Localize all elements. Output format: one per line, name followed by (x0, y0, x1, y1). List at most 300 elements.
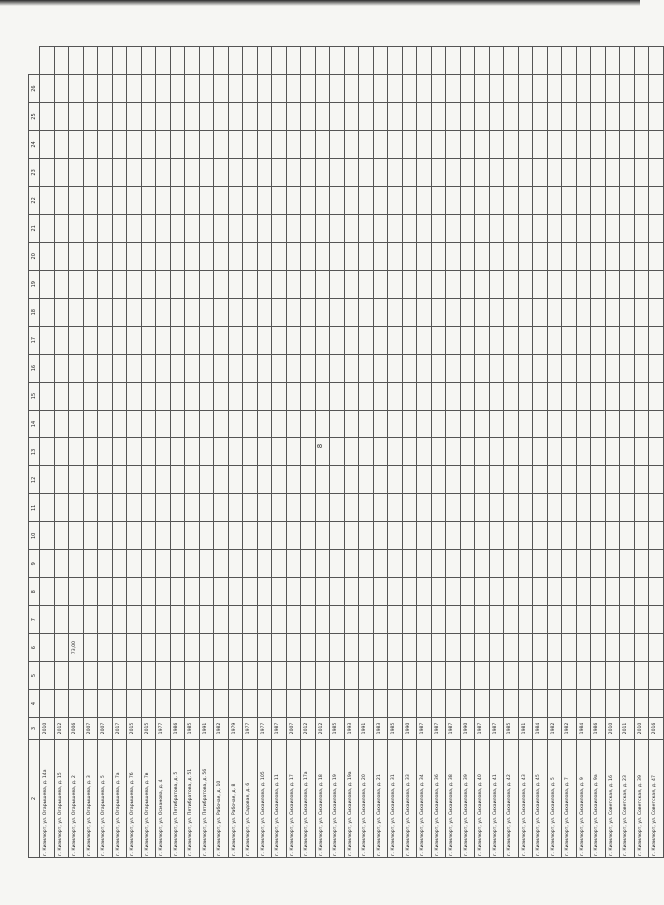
value-cell (504, 298, 519, 326)
value-cell (460, 214, 475, 242)
value-cell (40, 47, 55, 75)
value-cell (489, 550, 504, 578)
value-cell (69, 606, 84, 634)
value-cell (40, 354, 55, 382)
value-cell (562, 382, 577, 410)
value-cell (620, 242, 635, 270)
value-cell (649, 662, 664, 690)
value-cell (286, 466, 301, 494)
value-cell (330, 606, 345, 634)
value-cell (69, 270, 84, 298)
value-cell (98, 522, 113, 550)
value-cell (272, 466, 287, 494)
value-cell (315, 47, 330, 75)
address-cell: г. Кизилюрт, ул. Огарышева, д. 3 (83, 740, 98, 858)
value-cell (634, 47, 649, 75)
value-cell (402, 214, 417, 242)
value-cell (83, 326, 98, 354)
value-cell (359, 158, 374, 186)
value-cell (446, 47, 461, 75)
value-cell (141, 103, 156, 131)
value-cell (98, 438, 113, 466)
value-cell (228, 550, 243, 578)
value-cell (170, 186, 185, 214)
value-cell (257, 662, 272, 690)
value-cell (301, 382, 316, 410)
value-cell (170, 662, 185, 690)
value-cell (330, 634, 345, 662)
value-cell (185, 662, 200, 690)
value-cell (417, 354, 432, 382)
value-cell (518, 326, 533, 354)
value-cell (605, 690, 620, 718)
value-cell (344, 410, 359, 438)
value-cell (301, 522, 316, 550)
value-cell (533, 130, 548, 158)
value-cell: 73,00 (69, 634, 84, 662)
value-cell (562, 186, 577, 214)
value-cell (359, 522, 374, 550)
value-cell (591, 354, 606, 382)
address-cell: г. Кизилюрт, ул. Сихаилова, д. 21 (373, 740, 388, 858)
address-cell: г. Кизилюрт, ул. Огарышева, д. 5 (98, 740, 113, 858)
value-cell (257, 354, 272, 382)
value-cell (301, 214, 316, 242)
value-cell (344, 662, 359, 690)
value-cell (199, 47, 214, 75)
value-cell (518, 690, 533, 718)
value-cell (359, 410, 374, 438)
table-row (373, 47, 388, 858)
value-cell (373, 522, 388, 550)
column-number: 12 (29, 466, 40, 494)
value-cell (112, 410, 127, 438)
value-cell (446, 354, 461, 382)
value-cell (460, 606, 475, 634)
column-number: 17 (29, 326, 40, 354)
value-cell (69, 410, 84, 438)
value-cell (431, 298, 446, 326)
value-cell (228, 130, 243, 158)
value-cell (576, 690, 591, 718)
value-cell (83, 410, 98, 438)
value-cell (533, 550, 548, 578)
value-cell (69, 354, 84, 382)
value-cell (228, 158, 243, 186)
value-cell (286, 103, 301, 131)
value-cell (634, 578, 649, 606)
value-cell (489, 606, 504, 634)
value-cell (417, 662, 432, 690)
value-cell (533, 578, 548, 606)
value-cell (417, 214, 432, 242)
value-cell (605, 186, 620, 214)
value-cell (562, 270, 577, 298)
column-number: 25 (29, 103, 40, 131)
value-cell (141, 354, 156, 382)
table-row (562, 47, 577, 858)
value-cell (475, 550, 490, 578)
value-cell (199, 75, 214, 103)
value-cell (431, 494, 446, 522)
value-cell (402, 103, 417, 131)
value-cell (156, 634, 171, 662)
value-cell (402, 662, 417, 690)
value-cell (286, 47, 301, 75)
value-cell (228, 242, 243, 270)
value-cell (156, 326, 171, 354)
address-cell: г. Кизилюрт, ул. Советская, д. 23 (620, 740, 635, 858)
value-cell (533, 410, 548, 438)
value-cell (446, 662, 461, 690)
value-cell (547, 690, 562, 718)
value-cell (330, 214, 345, 242)
value-cell (228, 382, 243, 410)
value-cell (388, 606, 403, 634)
value-cell (170, 354, 185, 382)
value-cell (359, 578, 374, 606)
value-cell (518, 494, 533, 522)
address-cell: г. Кизилюрт, ул. Сихаилова, д. 45 (533, 740, 548, 858)
value-cell (562, 214, 577, 242)
value-cell (446, 522, 461, 550)
value-cell (243, 214, 258, 242)
value-cell (199, 578, 214, 606)
value-cell (576, 438, 591, 466)
value-cell (83, 242, 98, 270)
value-cell (620, 382, 635, 410)
year-cell: 1987 (417, 718, 432, 740)
value-cell (141, 410, 156, 438)
value-cell (141, 578, 156, 606)
value-cell (330, 522, 345, 550)
address-cell: г. Кизилюрт, ул. Сихаилова, д. 34 (417, 740, 432, 858)
value-cell (475, 606, 490, 634)
value-cell (634, 466, 649, 494)
value-cell (591, 382, 606, 410)
value-cell (40, 410, 55, 438)
value-cell (127, 382, 142, 410)
address-cell: г. Кизилюрт, ул. Советская, д. 16 (605, 740, 620, 858)
value-cell (388, 522, 403, 550)
value-cell (127, 186, 142, 214)
value-cell (547, 186, 562, 214)
year-cell: 1987 (489, 718, 504, 740)
value-cell (83, 103, 98, 131)
value-cell (272, 47, 287, 75)
value-cell (417, 690, 432, 718)
value-cell (286, 382, 301, 410)
year-cell: 1991 (199, 718, 214, 740)
value-cell (112, 298, 127, 326)
value-cell (301, 662, 316, 690)
value-cell (40, 690, 55, 718)
value-cell (272, 298, 287, 326)
value-cell (214, 690, 229, 718)
value-cell (649, 47, 664, 75)
value-cell (156, 494, 171, 522)
address-cell: г. Кизилюрт, ул. Сихаилова, д. 19 (330, 740, 345, 858)
value-cell (257, 466, 272, 494)
value-cell (489, 522, 504, 550)
table-row (40, 47, 55, 858)
value-cell (54, 634, 69, 662)
value-cell (214, 214, 229, 242)
value-cell (344, 354, 359, 382)
value-cell (417, 270, 432, 298)
value-cell (112, 326, 127, 354)
value-cell (127, 270, 142, 298)
value-cell (156, 690, 171, 718)
value-cell (156, 298, 171, 326)
value-cell (475, 75, 490, 103)
table-row (475, 47, 490, 858)
value-cell (170, 466, 185, 494)
value-cell (504, 634, 519, 662)
table-row (141, 47, 156, 858)
value-cell (402, 242, 417, 270)
table-row (257, 47, 272, 858)
value-cell (112, 494, 127, 522)
value-cell (54, 494, 69, 522)
value-cell (69, 494, 84, 522)
value-cell (301, 438, 316, 466)
value-cell (170, 75, 185, 103)
value-cell (199, 662, 214, 690)
value-cell (315, 438, 330, 466)
value-cell (141, 690, 156, 718)
year-cell: 2007 (98, 718, 113, 740)
value-cell (54, 158, 69, 186)
column-number: 22 (29, 186, 40, 214)
year-cell: 2010 (634, 718, 649, 740)
value-cell (156, 606, 171, 634)
value-cell (127, 130, 142, 158)
value-cell (649, 130, 664, 158)
value-cell (620, 466, 635, 494)
value-cell (83, 634, 98, 662)
value-cell (547, 494, 562, 522)
value-cell (605, 298, 620, 326)
value-cell (98, 550, 113, 578)
value-cell (547, 578, 562, 606)
value-cell (431, 242, 446, 270)
table-row (228, 47, 243, 858)
value-cell (344, 47, 359, 75)
value-cell (620, 158, 635, 186)
value-cell (98, 578, 113, 606)
value-cell (460, 242, 475, 270)
address-cell: г. Кизилюрт, ул. Рабочая, д. 10 (214, 740, 229, 858)
value-cell (127, 103, 142, 131)
value-cell (315, 214, 330, 242)
year-cell: 1991 (359, 718, 374, 740)
value-cell (127, 634, 142, 662)
value-cell (228, 270, 243, 298)
value-cell (518, 466, 533, 494)
value-cell (69, 158, 84, 186)
column-number: 13 (29, 438, 40, 466)
value-cell (98, 242, 113, 270)
value-cell (504, 438, 519, 466)
value-cell (388, 214, 403, 242)
value-cell (562, 326, 577, 354)
value-cell (54, 270, 69, 298)
value-cell (199, 326, 214, 354)
value-cell (605, 578, 620, 606)
value-cell (112, 690, 127, 718)
value-cell (388, 634, 403, 662)
column-number: 18 (29, 298, 40, 326)
value-cell (460, 494, 475, 522)
value-cell (330, 270, 345, 298)
table-row (591, 47, 606, 858)
value-cell (634, 494, 649, 522)
value-cell (54, 522, 69, 550)
value-cell (40, 214, 55, 242)
value-cell (170, 410, 185, 438)
value-cell (547, 326, 562, 354)
value-cell (620, 606, 635, 634)
table-row (98, 47, 113, 858)
value-cell (547, 634, 562, 662)
value-cell (446, 634, 461, 662)
value-cell (547, 354, 562, 382)
value-cell (634, 242, 649, 270)
value-cell (127, 494, 142, 522)
value-cell (388, 578, 403, 606)
value-cell (330, 298, 345, 326)
value-cell (40, 270, 55, 298)
table-row (286, 47, 301, 858)
value-cell (272, 130, 287, 158)
value-cell (156, 130, 171, 158)
value-cell (562, 634, 577, 662)
value-cell (272, 382, 287, 410)
value-cell (562, 354, 577, 382)
value-cell (170, 103, 185, 131)
value-cell (156, 550, 171, 578)
value-cell (286, 438, 301, 466)
year-cell: 1981 (518, 718, 533, 740)
value-cell (40, 242, 55, 270)
value-cell (591, 242, 606, 270)
value-cell (243, 410, 258, 438)
value-cell (576, 130, 591, 158)
value-cell (112, 270, 127, 298)
value-cell (373, 662, 388, 690)
value-cell (214, 242, 229, 270)
value-cell (185, 75, 200, 103)
value-cell (359, 326, 374, 354)
value-cell (127, 522, 142, 550)
value-cell (69, 662, 84, 690)
value-cell (591, 158, 606, 186)
value-cell (446, 75, 461, 103)
value-cell (141, 75, 156, 103)
value-cell (69, 242, 84, 270)
value-cell (286, 130, 301, 158)
value-cell (489, 298, 504, 326)
value-cell (214, 47, 229, 75)
value-cell (373, 550, 388, 578)
value-cell (170, 634, 185, 662)
value-cell (257, 494, 272, 522)
value-cell (69, 103, 84, 131)
value-cell (83, 662, 98, 690)
value-cell (272, 242, 287, 270)
value-cell (69, 130, 84, 158)
value-cell (185, 326, 200, 354)
column-number: 23 (29, 158, 40, 186)
value-cell (243, 75, 258, 103)
value-cell (388, 466, 403, 494)
value-cell (112, 550, 127, 578)
value-cell (170, 550, 185, 578)
value-cell (446, 410, 461, 438)
address-cell: г. Кизилюрт, ул. Пятибратова, д. 51 (185, 740, 200, 858)
value-cell (315, 158, 330, 186)
value-cell (547, 662, 562, 690)
year-cell: 2010 (40, 718, 55, 740)
value-cell (460, 690, 475, 718)
value-cell (504, 382, 519, 410)
table-row (359, 47, 374, 858)
value-cell (431, 606, 446, 634)
value-cell (489, 242, 504, 270)
value-cell (156, 75, 171, 103)
value-cell (330, 75, 345, 103)
value-cell (127, 75, 142, 103)
value-cell (605, 103, 620, 131)
value-cell (489, 438, 504, 466)
year-cell: 2007 (83, 718, 98, 740)
value-cell (446, 382, 461, 410)
value-cell (489, 662, 504, 690)
value-cell (533, 354, 548, 382)
value-cell (344, 326, 359, 354)
value-cell (562, 47, 577, 75)
value-cell (54, 410, 69, 438)
value-cell (518, 550, 533, 578)
value-cell (649, 494, 664, 522)
table-body (29, 47, 664, 858)
value-cell (562, 662, 577, 690)
value-cell (112, 466, 127, 494)
value-cell (489, 214, 504, 242)
value-cell (83, 354, 98, 382)
column-number-row (29, 47, 40, 858)
value-cell (591, 466, 606, 494)
value-cell (547, 550, 562, 578)
value-cell (228, 662, 243, 690)
value-cell (373, 354, 388, 382)
address-cell: г. Кизилюрт, ул. Сихаилова, д. 17а (301, 740, 316, 858)
value-cell (228, 466, 243, 494)
value-cell (214, 466, 229, 494)
value-cell (69, 75, 84, 103)
value-cell (185, 354, 200, 382)
value-cell (243, 326, 258, 354)
value-cell (257, 242, 272, 270)
value-cell (69, 326, 84, 354)
year-cell: 1986 (170, 718, 185, 740)
value-cell (185, 186, 200, 214)
value-cell (359, 130, 374, 158)
value-cell (170, 214, 185, 242)
value-cell (301, 578, 316, 606)
value-cell (69, 438, 84, 466)
